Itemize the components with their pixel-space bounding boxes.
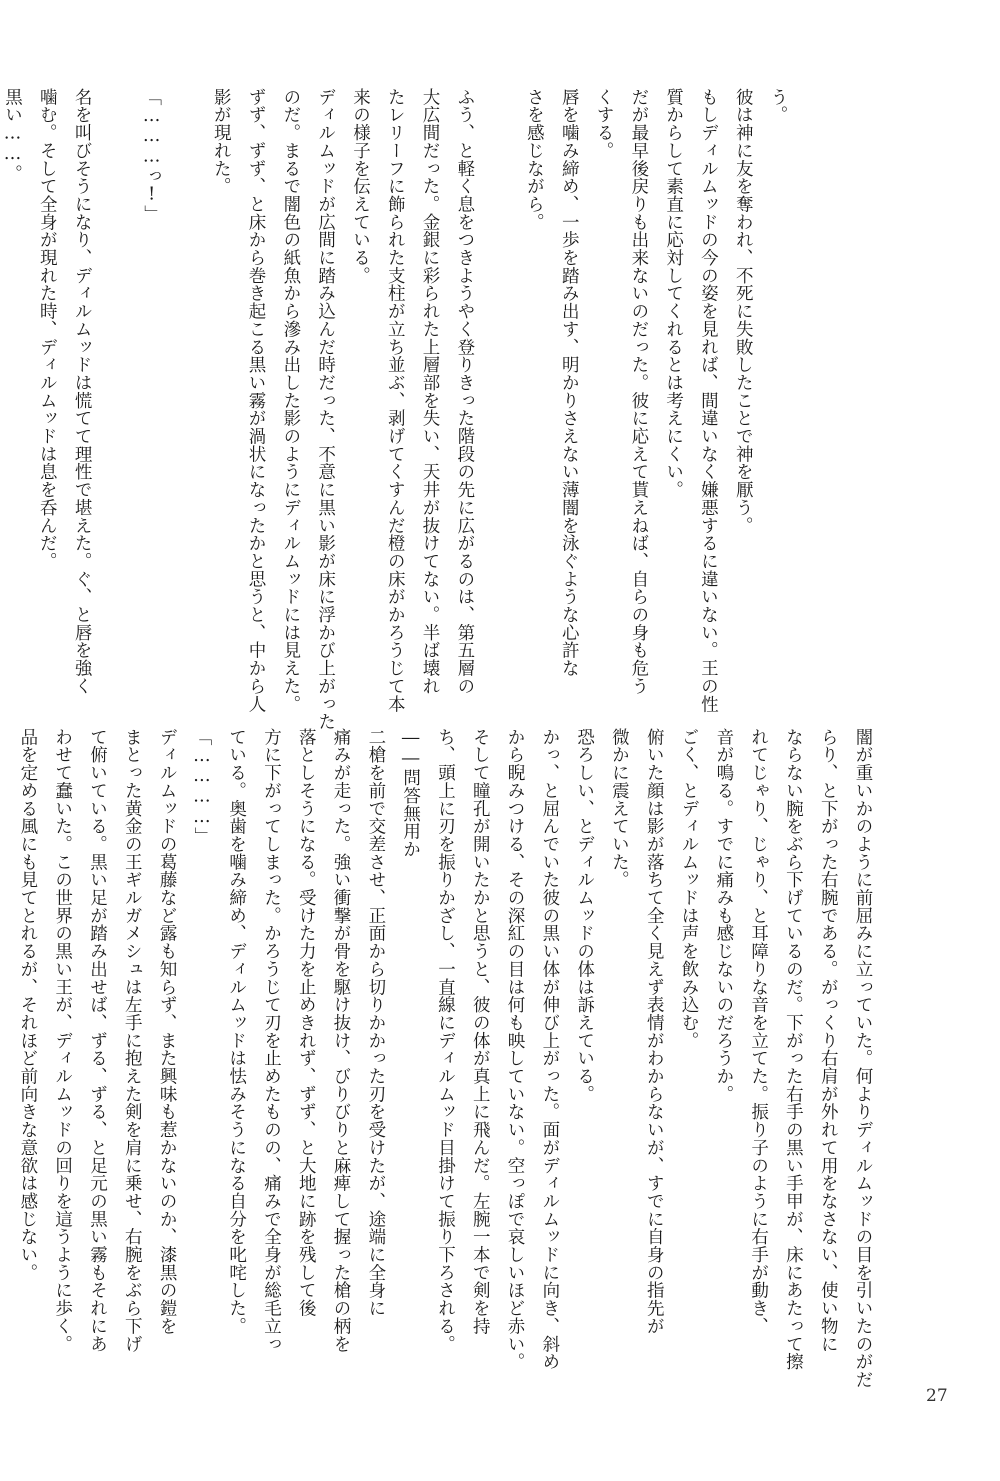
text-line: て俯いている。黒い足が踏み出せば、ずる、ずる、と足元の黒い霧もそれにあ	[87, 728, 108, 1353]
text-line	[99, 88, 134, 728]
text-line: たレリーフに飾られた支柱が立ち並ぶ、剥げてくすんだ橙の床がかろうじて本	[385, 88, 406, 713]
lower-text-block	[10, 728, 880, 1389]
text-line: 方に下がってしまった。かろうじて刃を止めたものの、痛みで全身が総毛立っ	[261, 728, 282, 1353]
text-line: 痛みが走った。強い衝撃が骨を駆け抜け、びりびりと麻痺して握った槍の柄を	[331, 728, 352, 1353]
text-line: 影が現れた。	[211, 88, 232, 196]
upper-text-block	[0, 88, 795, 731]
text-line: 落としそうになる。受けた力を止めきれず、ずず、と大地に跡を残して後	[296, 728, 317, 1318]
text-line: ならない腕をぶら下げているのだ。下がった右手の黒い手甲が、床にあたって擦	[783, 728, 804, 1371]
text-line: 微かに震えていた。	[609, 728, 630, 889]
text-line: そして瞳孔が開いたかと思うと、彼の体が真上に飛んだ。左腕一本で剣を持	[470, 728, 491, 1335]
text-line: くする。	[594, 88, 615, 160]
text-line: 「………っ!」	[141, 88, 162, 223]
text-line: 俯いた顔は影が落ちて全く見えず表情がわからないが、すでに自身の指先が	[644, 728, 665, 1335]
text-line: わせて蠢いた。この世界の黒い王が、ディルムッドの回りを這うように歩く。	[52, 728, 73, 1353]
text-line: のだ。まるで闇色の紙魚から滲み出した影のようにディルムッドには見えた。	[280, 88, 301, 713]
page-number: 27	[926, 1386, 948, 1406]
text-line: ずず、ずず、と床から巻き起こる黒い霧が渦状になったかと思うと、中から人	[246, 88, 267, 713]
text-line: ち、頭上に刃を振りかざし、一直線にディルムッド目掛けて振り下ろされる。	[435, 728, 456, 1353]
text-line: ディルムッドの葛藤など露も知らず、また興味も惹かないのか、漆黒の鎧を	[157, 728, 178, 1335]
text-line: さを感じながら。	[524, 88, 545, 231]
text-line: ――問答無用か	[400, 728, 421, 858]
text-line: う。	[768, 88, 788, 124]
text-line: かっ、と屈んでいた彼の黒い体が伸び上がった。面がディルムッドに向き、斜め	[539, 728, 560, 1371]
text-line: 噛む。そして全身が現れた時、ディルムッドは息を呑んだ。	[37, 88, 58, 570]
text-line: 大広間だった。金銀に彩られた上層部を失い、天井が抜けてない。半ば壊れ	[420, 88, 441, 695]
text-line: らり、と下がった右腕である。がっくり右肩が外れて用をなさない、使い物に	[818, 728, 839, 1353]
text-line: ている。奥歯を噛み締め、ディルムッドは怯みそうになる自分を叱咤した。	[226, 728, 247, 1335]
text-line: ディルムッドが広間に踏み込んだ時だった、不意に黒い影が床に浮かび上がった	[315, 88, 336, 731]
text-line: 恐ろしい、とディルムッドの体は訴えている。	[574, 728, 595, 1103]
text-line	[169, 88, 204, 728]
text-line: れてじゃり、じゃり、と耳障りな音を立てた。振り子のように右手が動き、	[748, 728, 769, 1335]
text-line: 質からして素直に応対してくれるとは考えにくい。	[663, 88, 684, 499]
text-line: もしディルムッドの今の姿を見れば、間違いなく嫌悪するに違いない。王の性	[698, 88, 719, 713]
text-line: 彼は神に友を奪われ、不死に失敗したことで神を厭う。	[733, 88, 754, 535]
text-line: まとった黄金の王ギルガメシュは左手に抱えた剣を肩に乗せ、右腕をぶら下げ	[122, 728, 143, 1353]
text-line: だが最早後戻りも出来ないのだった。彼に応えて貰えねば、自らの身も危う	[628, 88, 649, 695]
text-line: 名を叫びそうになり、ディルムッドは慌てて理性で堪えた。ぐ、と唇を強く	[72, 88, 93, 695]
text-line: 黒い……。	[2, 88, 23, 183]
text-line: ふう、と軽く息をつきようやく登りきった階段の先に広がるのは、第五層の	[454, 88, 475, 695]
text-line: 唇を噛み締め、一歩を踏み出す、明かりさえない薄闇を泳ぐような心許な	[559, 88, 580, 678]
text-line: から睨みつける、その深紅の目は何も映していない。空っぽで哀しいほど赤い。	[505, 728, 526, 1371]
text-line	[482, 88, 517, 728]
text-line: 闇が重いかのように前屈みに立っていた。何よりディルムッドの目を引いたのがだ	[853, 728, 873, 1389]
text-line: 来の様子を伝えている。	[350, 88, 371, 285]
text-line: 品を定める風にも見てとれるが、それほど前向きな意欲は感じない。	[17, 728, 38, 1282]
text-line: 二槍を前で交差させ、正面から切りかかった刃を受けたが、途端に全身に	[365, 728, 386, 1318]
text-line: 「…………」	[191, 728, 212, 846]
text-line: ごく、とディルムッドは声を飲み込む。	[679, 728, 700, 1050]
text-line: 音が鳴る。すでに痛みも感じないのだろうか。	[713, 728, 734, 1103]
